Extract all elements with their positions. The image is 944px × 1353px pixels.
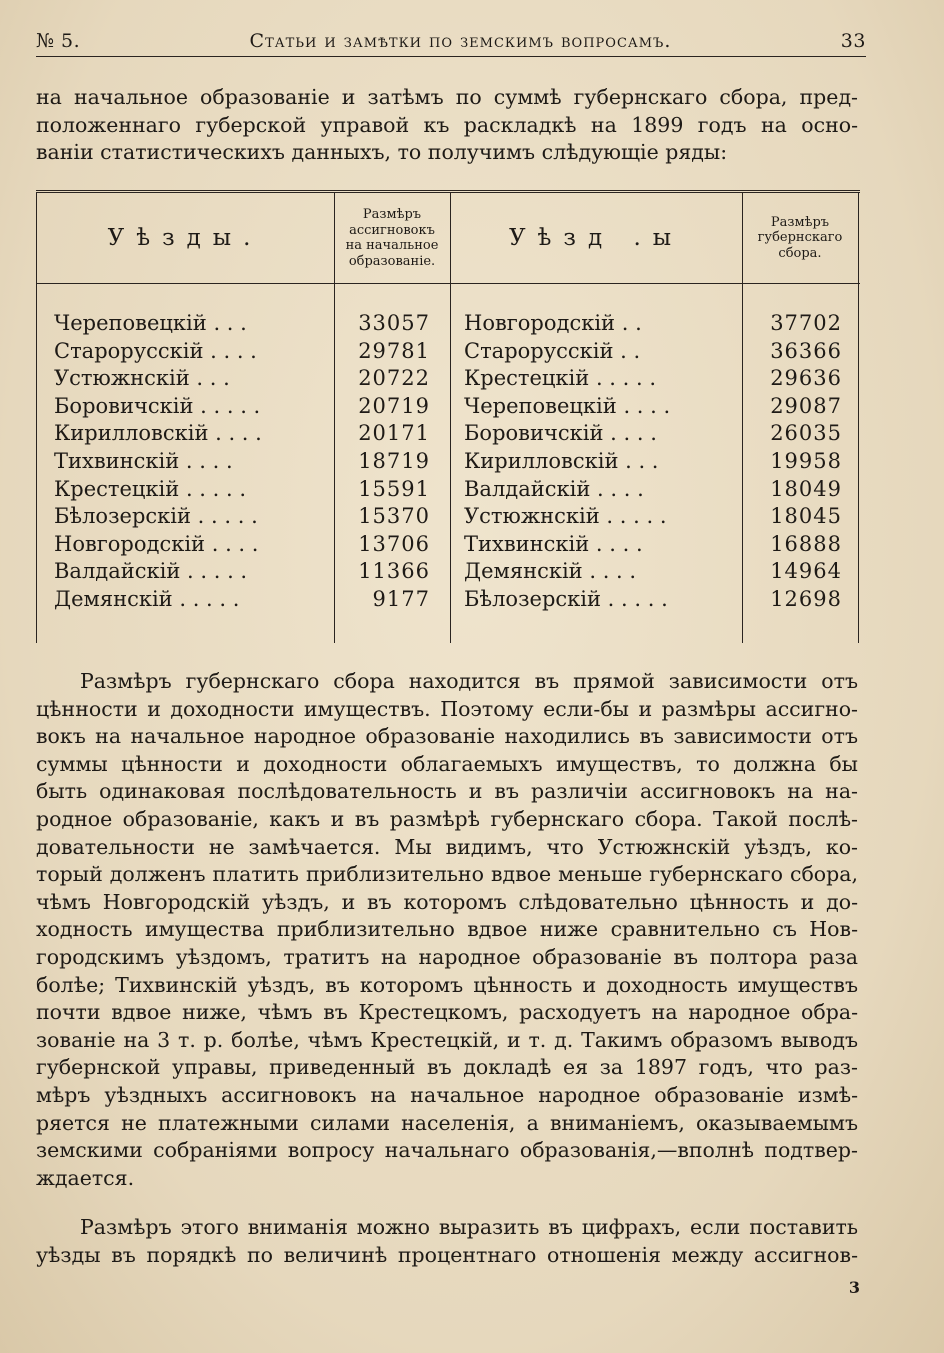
header-line: образованіе. xyxy=(348,253,436,269)
header-line: на начальное xyxy=(345,238,439,253)
table-row xyxy=(36,504,860,532)
header-assignments xyxy=(334,193,450,283)
levy-value: 16888 xyxy=(770,531,842,556)
district-name: Боровичскій . . . . . xyxy=(54,393,261,418)
district-name: Новгородскій . . xyxy=(464,311,642,335)
assignment-value: 15370 xyxy=(358,504,430,529)
comparison-table xyxy=(36,190,860,643)
header-line: Размѣръ xyxy=(770,214,830,230)
table-row xyxy=(36,394,860,422)
district-name: Кирилловскій . . . . xyxy=(54,421,262,446)
text-line: болѣе; Тихвинскій уѣздъ, въ которомъ цѣнность и доходность имуществъ xyxy=(36,972,858,997)
page-number: 33 xyxy=(840,30,866,52)
district-name: Устюжнскій . . . xyxy=(54,366,230,391)
header-provincial-levy xyxy=(742,193,858,283)
closing-paragraph xyxy=(36,1214,858,1269)
intro-paragraph xyxy=(36,84,858,167)
levy-value: 18049 xyxy=(770,476,842,501)
header-line: губернскаго xyxy=(757,230,843,246)
assignment-value: 18719 xyxy=(358,449,430,473)
text-line: ряется не платежными силами населенія, а вниманіемъ, оказываемымъ xyxy=(36,1110,858,1135)
text-line: уѣзды въ порядкѣ по величинѣ процентнаго отношенія между ассигнов- xyxy=(36,1242,858,1267)
assignment-value: 15591 xyxy=(358,476,430,501)
main-paragraph xyxy=(36,668,858,1192)
district-name: Демянскій . . . . . xyxy=(54,587,240,611)
levy-value: 26035 xyxy=(770,421,842,446)
header-districts-right: Уѣзд .ы xyxy=(508,225,684,251)
levy-value: 14964 xyxy=(770,559,842,584)
table-row xyxy=(36,311,860,339)
text-line: родное образованіе, какъ и въ размѣрѣ губернскаго сбора. Такой послѣ- xyxy=(36,806,858,831)
district-name: Бѣлозерскій . . . . . xyxy=(464,587,668,611)
district-name: Устюжнскій . . . . . xyxy=(464,504,667,529)
assignment-value: 11366 xyxy=(358,559,430,584)
text-line: торый долженъ платить приблизительно вдвое меньше губернскаго сбора, xyxy=(36,862,858,887)
table-row xyxy=(36,477,860,505)
levy-value: 19958 xyxy=(770,449,842,473)
levy-value: 29087 xyxy=(770,393,842,418)
assignment-value: 20719 xyxy=(358,393,430,418)
district-name: Кирилловскій . . . xyxy=(464,449,659,473)
district-name: Валдайскій . . . . . xyxy=(54,559,248,584)
levy-value: 29636 xyxy=(770,366,842,391)
table-row xyxy=(36,559,860,587)
district-name: Тихвинскій . . . . xyxy=(464,531,643,556)
text-line: быть одинаковая послѣдовательность и въ различіи ассигновокъ на на- xyxy=(36,779,858,804)
table-row xyxy=(36,587,860,615)
levy-value: 36366 xyxy=(770,338,842,363)
district-name: Крестецкій . . . . . xyxy=(54,476,247,501)
district-name: Валдайскій . . . . xyxy=(464,476,644,501)
district-name: Крестецкій . . . . . xyxy=(464,366,657,391)
header-line: ассигновокъ xyxy=(349,222,435,238)
text-line: на начальное образованіе и затѣмъ по суммѣ губернскаго сбора, пред- xyxy=(36,85,858,109)
levy-value: 37702 xyxy=(770,311,842,335)
signature-mark: 3 xyxy=(848,1278,860,1297)
text-line: цѣнности и доходности имуществъ. Поэтому если-бы и размѣры ассигно- xyxy=(36,696,858,721)
header-line: сбора. xyxy=(778,245,822,261)
text-line: вокъ на начальное народное образованіе находились въ зависимости отъ xyxy=(36,724,858,749)
district-name: Бѣлозерскій . . . . . xyxy=(54,504,258,529)
district-name: Старорусскій . . xyxy=(464,338,641,363)
assignment-value: 13706 xyxy=(358,531,430,556)
levy-value: 18045 xyxy=(770,504,842,529)
text-line: мѣръ уѣздныхъ ассигновокъ на начальное народное образованіе измѣ- xyxy=(36,1082,858,1107)
text-line: Размѣръ губернскаго сбора находится въ прямой зависимости отъ xyxy=(80,669,858,693)
header-line: Размѣръ xyxy=(362,207,422,222)
header-districts-left: Уѣзды. xyxy=(107,225,263,251)
assignment-value: 20722 xyxy=(358,366,430,391)
district-name: Череповецкій . . . xyxy=(54,311,247,335)
assignment-value: 29781 xyxy=(358,338,430,363)
table-row xyxy=(36,366,860,394)
district-name: Череповецкій . . . . xyxy=(464,393,671,418)
issue-number: № 5. xyxy=(36,30,81,52)
district-name: Новгородскій . . . . xyxy=(54,531,259,556)
running-header xyxy=(36,26,866,57)
text-line: ваніи статистическихъ данныхъ, то получимъ слѣдующіе ряды: xyxy=(36,140,728,165)
district-name: Тихвинскій . . . . xyxy=(54,449,233,473)
district-name: Старорусскій . . . . xyxy=(54,338,257,363)
text-line: почти вдвое ниже, чѣмъ въ Крестецкомъ, расходуетъ на народное обра- xyxy=(36,1000,858,1025)
assignment-value: 33057 xyxy=(358,311,430,335)
text-line: губернской управы, приведенный въ докладѣ ея за 1897 годъ, что раз- xyxy=(36,1055,858,1080)
text-line: земскими собраніями вопросу начальнаго образованія,—вполнѣ подтвер- xyxy=(36,1138,858,1163)
text-line: довательности не замѣчается. Мы видимъ, что Устюжнскій уѣздъ, ко- xyxy=(36,834,858,859)
text-line: положеннаго губерской управой къ раскладкѣ на 1899 годъ на осно- xyxy=(36,112,858,137)
text-line: зованіе на 3 т. р. болѣе, чѣмъ Крестецкій, и т. д. Такимъ образомъ выводъ xyxy=(36,1027,858,1052)
text-line: ждается. xyxy=(36,1165,135,1190)
text-line: Размѣръ этого вниманія можно выразить въ цифрахъ, если поставить xyxy=(80,1215,858,1239)
text-line: ходность имущества приблизительно вдвое ниже сравнительно съ Нов- xyxy=(36,917,858,942)
assignment-value: 9177 xyxy=(372,587,430,611)
table-header xyxy=(36,193,860,284)
text-line: чѣмъ Новгородскій уѣздъ, и въ которомъ слѣдовательно цѣнность и до- xyxy=(36,889,858,914)
district-name: Боровичскій . . . . xyxy=(464,421,657,446)
levy-value: 12698 xyxy=(770,587,842,611)
district-name: Демянскій . . . . xyxy=(464,559,637,584)
section-title: Статьи и замѣтки по земскимъ вопросамъ. xyxy=(249,30,672,52)
table-row xyxy=(36,339,860,367)
text-line: городскимъ уѣздомъ, тратитъ на народное образованіе въ полтора раза xyxy=(36,944,858,969)
assignment-value: 20171 xyxy=(358,421,430,446)
table-row xyxy=(36,421,860,449)
table-row xyxy=(36,532,860,560)
text-line: суммы цѣнности и доходности облагаемыхъ имуществъ, то должна бы xyxy=(36,751,858,776)
table-row xyxy=(36,449,860,477)
